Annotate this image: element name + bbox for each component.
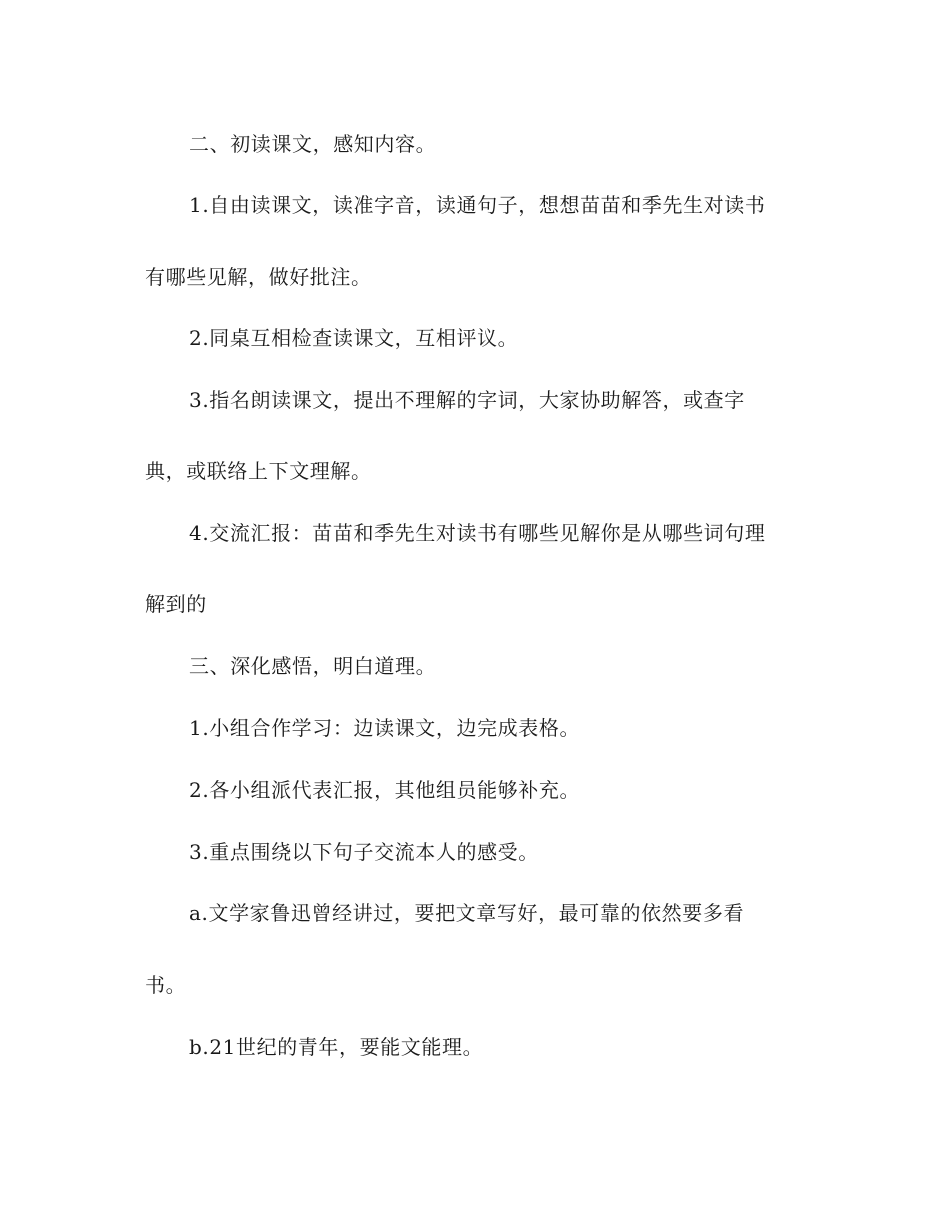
paragraph-line: 1.自由读课文，读准字音，读通句子，想想苗苗和季先生对读书	[189, 193, 766, 217]
paragraph-line: 典，或联络上下文理解。	[145, 459, 372, 483]
paragraph-line: 有哪些见解，做好批注。	[145, 265, 372, 289]
paragraph-line: 4.交流汇报：苗苗和季先生对读书有哪些见解你是从哪些词句理	[189, 521, 766, 545]
paragraph-line: 2.同桌互相检查读课文，互相评议。	[189, 326, 519, 350]
paragraph-line: 3.重点围绕以下句子交流本人的感受。	[189, 840, 539, 864]
paragraph-line: 1.小组合作学习：边读课文，边完成表格。	[189, 716, 581, 740]
paragraph-line: 解到的	[145, 592, 207, 616]
paragraph-line: 3.指名朗读课文，提出不理解的字词，大家协助解答，或查字	[189, 388, 745, 412]
paragraph-line: 书。	[145, 973, 187, 997]
paragraph-line: 2.各小组派代表汇报，其他组员能够补充。	[189, 778, 581, 802]
paragraph-line: b.21世纪的青年，要能文能理。	[189, 1035, 484, 1059]
section-heading-3: 三、深化感悟，明白道理。	[189, 654, 437, 678]
section-heading-2: 二、初读课文，感知内容。	[189, 132, 437, 156]
paragraph-line: a.文学家鲁迅曾经讲过，要把文章写好，最可靠的依然要多看	[189, 901, 745, 925]
